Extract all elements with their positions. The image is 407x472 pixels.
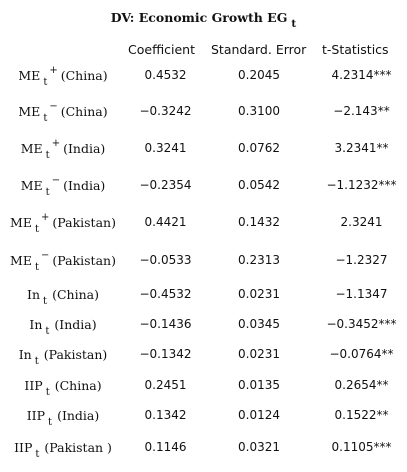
t-statistic-cell: −1.1232*** — [326, 178, 397, 192]
coefficient-cell: 0.1146 — [144, 440, 187, 454]
coefficient-cell: 0.3241 — [144, 141, 187, 155]
row-label — [0, 175, 126, 198]
row-label — [0, 287, 126, 307]
standard-error-cell: 0.3100 — [238, 104, 280, 118]
table-row — [0, 408, 407, 430]
label-subscript: t — [48, 417, 53, 428]
standard-error-cell: 0.0345 — [238, 317, 280, 331]
header-coefficient: Coefficient — [128, 42, 196, 57]
coefficient-cell: −0.0533 — [139, 253, 192, 267]
label-country: (India) — [63, 178, 106, 193]
label-base: ME — [18, 104, 41, 119]
row-label — [0, 101, 126, 124]
label-base: In — [18, 347, 32, 362]
row-label — [0, 250, 126, 273]
t-statistic-cell: 4.2314*** — [331, 68, 392, 82]
label-superscript: + — [41, 212, 50, 223]
table-row — [0, 212, 407, 237]
row-label — [0, 317, 126, 337]
coefficient-cell: 0.1342 — [144, 408, 187, 422]
standard-error-cell: 0.2313 — [238, 253, 280, 267]
t-statistic-cell: −1.1347 — [335, 287, 388, 301]
label-country: (India) — [63, 141, 106, 156]
standard-error-cell: 0.2045 — [238, 68, 280, 82]
label-country: (India) — [54, 317, 97, 332]
coefficient-cell: 0.4421 — [144, 215, 187, 229]
coefficient-cell: −0.1342 — [139, 347, 192, 361]
standard-error-cell: 0.0762 — [238, 141, 280, 155]
coefficient-cell: −0.4532 — [139, 287, 192, 301]
label-subscript: t — [45, 326, 50, 337]
label-country: (China) — [60, 68, 108, 83]
label-base: ME — [10, 215, 32, 230]
table-row — [0, 65, 407, 90]
label-base: IIP — [26, 408, 46, 423]
row-label — [0, 440, 126, 460]
coefficient-cell: 0.4532 — [144, 68, 187, 82]
table-row — [0, 378, 407, 400]
label-subscript: t — [34, 262, 39, 273]
t-statistic-cell: −2.143** — [333, 104, 390, 118]
label-subscript: t — [43, 113, 48, 124]
t-statistic-cell: −0.3452*** — [326, 317, 397, 331]
t-statistic-cell: −0.0764** — [329, 347, 394, 361]
t-statistic-cell: 3.2341** — [334, 141, 389, 155]
row-label — [0, 212, 126, 235]
coefficient-cell: 0.2451 — [144, 378, 187, 392]
row-label — [0, 378, 126, 398]
t-statistic-cell: 0.1105*** — [331, 440, 392, 454]
standard-error-cell: 0.0231 — [238, 287, 280, 301]
label-country: (China) — [60, 104, 108, 119]
header-t-statistics: t-Statistics — [322, 42, 389, 57]
table-row — [0, 347, 407, 369]
t-statistic-cell: 2.3241 — [340, 215, 383, 229]
table-row — [0, 287, 407, 309]
standard-error-cell: 0.0321 — [238, 440, 280, 454]
t-statistic-cell: −1.2327 — [335, 253, 388, 267]
table-row — [0, 175, 407, 200]
row-label — [0, 65, 126, 88]
label-subscript: t — [34, 224, 39, 235]
table-title — [0, 10, 407, 30]
table-row — [0, 317, 407, 339]
label-subscript: t — [34, 356, 39, 367]
label-country: (Pakistan ) — [44, 440, 112, 455]
t-statistic-cell: 0.2654** — [334, 378, 389, 392]
standard-error-cell: 0.0231 — [238, 347, 280, 361]
label-country: (India) — [57, 408, 100, 423]
label-superscript: − — [49, 101, 58, 112]
label-base: ME — [20, 141, 43, 156]
coefficient-cell: −0.3242 — [139, 104, 192, 118]
label-base: ME — [20, 178, 43, 193]
label-base: ME — [10, 253, 32, 268]
label-country: (Pakistan) — [43, 347, 108, 362]
standard-error-cell: 0.0542 — [238, 178, 280, 192]
label-subscript: t — [45, 187, 50, 198]
table-row — [0, 440, 407, 462]
label-country: (China) — [54, 378, 102, 393]
label-superscript: − — [51, 175, 61, 186]
label-subscript: t — [35, 449, 40, 460]
standard-error-cell: 0.0124 — [238, 408, 280, 422]
coefficient-cell: −0.1436 — [139, 317, 192, 331]
standard-error-cell: 0.1432 — [238, 215, 280, 229]
label-base: IIP — [24, 378, 43, 393]
header-standard-error: Standard. Error — [211, 42, 307, 57]
t-statistic-cell: 0.1522** — [334, 408, 389, 422]
coefficient-cell: −0.2354 — [139, 178, 192, 192]
row-label — [0, 138, 126, 161]
label-base: In — [29, 317, 43, 332]
label-superscript: + — [51, 138, 61, 149]
label-superscript: − — [41, 250, 50, 261]
label-subscript: t — [45, 150, 50, 161]
table-row — [0, 250, 407, 275]
label-base: In — [27, 287, 41, 302]
label-country: (Pakistan) — [52, 215, 116, 230]
row-label — [0, 408, 126, 428]
table-row — [0, 138, 407, 163]
label-subscript: t — [43, 77, 48, 88]
label-base: IIP — [14, 440, 33, 455]
title-subscript: t — [291, 18, 297, 30]
label-superscript: + — [49, 65, 58, 76]
table-row — [0, 101, 407, 126]
label-country: (China) — [52, 287, 99, 302]
label-country: (Pakistan) — [52, 253, 116, 268]
label-subscript: t — [43, 296, 48, 307]
standard-error-cell: 0.0135 — [238, 378, 280, 392]
row-label — [0, 347, 126, 367]
title-text: DV: Economic Growth EG — [110, 10, 288, 25]
label-subscript: t — [45, 387, 50, 398]
label-base: ME — [18, 68, 41, 83]
